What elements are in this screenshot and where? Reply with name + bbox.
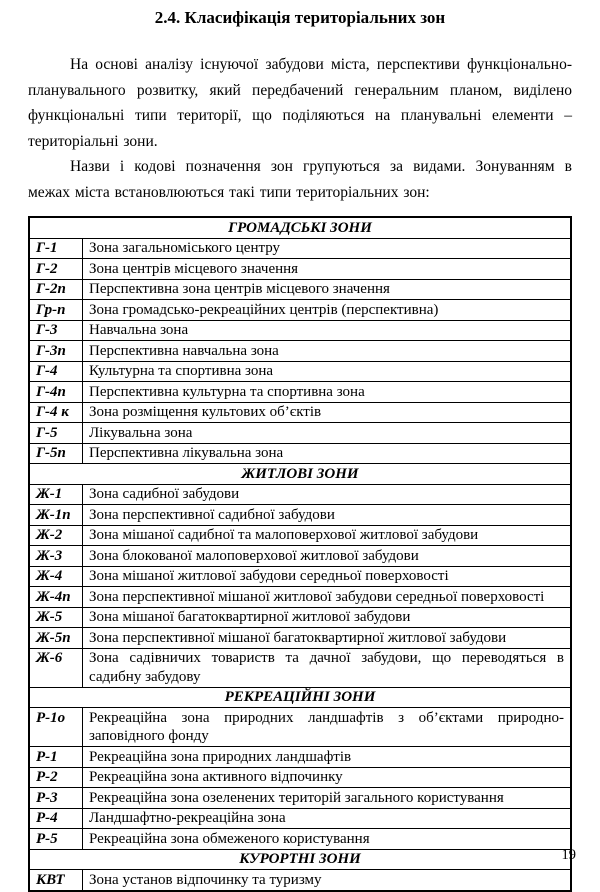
section-header-label: ГРОМАДСЬКІ ЗОНИ xyxy=(29,217,571,238)
zone-description: Зона мішаної садибної та малоповерхової житлової забудови xyxy=(83,525,572,546)
zone-row xyxy=(29,747,571,768)
zone-description: Ландшафтно-рекреаційна зона xyxy=(83,808,572,829)
zone-code: Г-3 xyxy=(29,320,83,341)
zone-row xyxy=(29,484,571,505)
zone-description: Зона садівничих товариств та дачної забудови, що переводяться в садибну забудову xyxy=(83,648,572,687)
zone-description: Зона перспективної мішаної багатоквартирної житлової забудови xyxy=(83,628,572,649)
zone-row xyxy=(29,382,571,403)
zone-row xyxy=(29,648,571,687)
zone-code: Р-1о xyxy=(29,708,83,747)
zone-description: Зона установ відпочинку та туризму xyxy=(83,870,572,891)
zone-row xyxy=(29,829,571,850)
zone-row xyxy=(29,320,571,341)
zone-code: Ж-5 xyxy=(29,607,83,628)
zone-code: Р-1 xyxy=(29,747,83,768)
zone-description: Зона громадсько-рекреаційних центрів (перспективна) xyxy=(83,300,572,321)
zone-code: Р-3 xyxy=(29,788,83,809)
zone-code: Ж-6 xyxy=(29,648,83,687)
zone-description: Зона розміщення культових об’єктів xyxy=(83,402,572,423)
zone-description: Рекреаційна зона активного відпочинку xyxy=(83,767,572,788)
zone-code: Р-5 xyxy=(29,829,83,850)
zone-code: Г-5п xyxy=(29,443,83,464)
zone-description: Рекреаційна зона озеленених територій загального користування xyxy=(83,788,572,809)
zone-description: Зона садибної забудови xyxy=(83,484,572,505)
intro-paragraph-1: На основі аналізу існуючої забудови міста, перспективи функціонально-планувального розвитку, який передбачений генеральним планом, виділено функціональні типи території, що поділяються на планувальні елементи – територіальні зони. xyxy=(28,56,572,150)
zones-table-body xyxy=(29,217,571,891)
zone-description: Зона загальноміського центру xyxy=(83,238,572,259)
zone-code: Г-3п xyxy=(29,341,83,362)
zone-code: Г-2 xyxy=(29,259,83,280)
zones-classification-table xyxy=(28,216,572,892)
zone-row xyxy=(29,767,571,788)
zone-row xyxy=(29,525,571,546)
zone-code: Г-2п xyxy=(29,279,83,300)
zone-description: Зона центрів місцевого значення xyxy=(83,259,572,280)
zone-row xyxy=(29,341,571,362)
zone-row xyxy=(29,607,571,628)
zone-code: Ж-1п xyxy=(29,505,83,526)
zone-row xyxy=(29,259,571,280)
zone-description: Зона перспективної мішаної житлової забудови середньої поверховості xyxy=(83,587,572,608)
section-header-row xyxy=(29,217,571,238)
zone-row xyxy=(29,587,571,608)
zone-description: Зона мішаної житлової забудови середньої поверховості xyxy=(83,566,572,587)
zone-description: Рекреаційна зона обмеженого користування xyxy=(83,829,572,850)
section-header-label: ЖИТЛОВІ ЗОНИ xyxy=(29,464,571,485)
zone-code: Р-2 xyxy=(29,767,83,788)
zone-row xyxy=(29,423,571,444)
zone-row xyxy=(29,300,571,321)
zone-code: Г-4 xyxy=(29,361,83,382)
zone-description: Перспективна навчальна зона xyxy=(83,341,572,362)
zone-code: Ж-5п xyxy=(29,628,83,649)
zone-description: Зона мішаної багатоквартирної житлової забудови xyxy=(83,607,572,628)
zone-row xyxy=(29,402,571,423)
zone-row xyxy=(29,279,571,300)
zone-description: Перспективна зона центрів місцевого значення xyxy=(83,279,572,300)
section-header-label: РЕКРЕАЦІЙНІ ЗОНИ xyxy=(29,687,571,708)
page-number: 19 xyxy=(561,847,576,863)
zone-row xyxy=(29,238,571,259)
zone-description: Рекреаційна зона природних ландшафтів з об’єктами природно-заповідного фонду xyxy=(83,708,572,747)
zone-code: Г-5 xyxy=(29,423,83,444)
zone-description: Перспективна культурна та спортивна зона xyxy=(83,382,572,403)
zone-description: Культурна та спортивна зона xyxy=(83,361,572,382)
zone-code: Ж-4 xyxy=(29,566,83,587)
zone-code: Г-1 xyxy=(29,238,83,259)
zone-row xyxy=(29,361,571,382)
zone-description: Перспективна лікувальна зона xyxy=(83,443,572,464)
zone-row xyxy=(29,808,571,829)
section-header-row xyxy=(29,687,571,708)
page-title: 2.4. Класифікація територіальних зон xyxy=(154,8,446,27)
zone-code: КВТ xyxy=(29,870,83,891)
zone-code: Гр-п xyxy=(29,300,83,321)
zone-code: Р-4 xyxy=(29,808,83,829)
zone-description: Зона блокованої малоповерхової житлової забудови xyxy=(83,546,572,567)
zone-code: Ж-2 xyxy=(29,525,83,546)
section-header-label: КУРОРТНІ ЗОНИ xyxy=(29,849,571,870)
zone-row xyxy=(29,505,571,526)
zone-row xyxy=(29,870,571,891)
section-header-row xyxy=(29,464,571,485)
zone-code: Ж-1 xyxy=(29,484,83,505)
zone-code: Ж-3 xyxy=(29,546,83,567)
zone-row xyxy=(29,708,571,747)
zone-description: Навчальна зона xyxy=(83,320,572,341)
zone-row xyxy=(29,788,571,809)
zone-code: Г-4п xyxy=(29,382,83,403)
zone-row xyxy=(29,628,571,649)
zone-description: Рекреаційна зона природних ландшафтів xyxy=(83,747,572,768)
zone-row xyxy=(29,546,571,567)
zone-description: Лікувальна зона xyxy=(83,423,572,444)
zone-code: Г-4 к xyxy=(29,402,83,423)
section-header-row xyxy=(29,849,571,870)
zone-row xyxy=(29,443,571,464)
zone-row xyxy=(29,566,571,587)
intro-paragraph-2: Назви і кодові позначення зон групуються за видами. Зонуванням в межах міста встановлюються такі типи територіальних зон: xyxy=(28,158,572,201)
zone-code: Ж-4п xyxy=(29,587,83,608)
zone-description: Зона перспективної садибної забудови xyxy=(83,505,572,526)
